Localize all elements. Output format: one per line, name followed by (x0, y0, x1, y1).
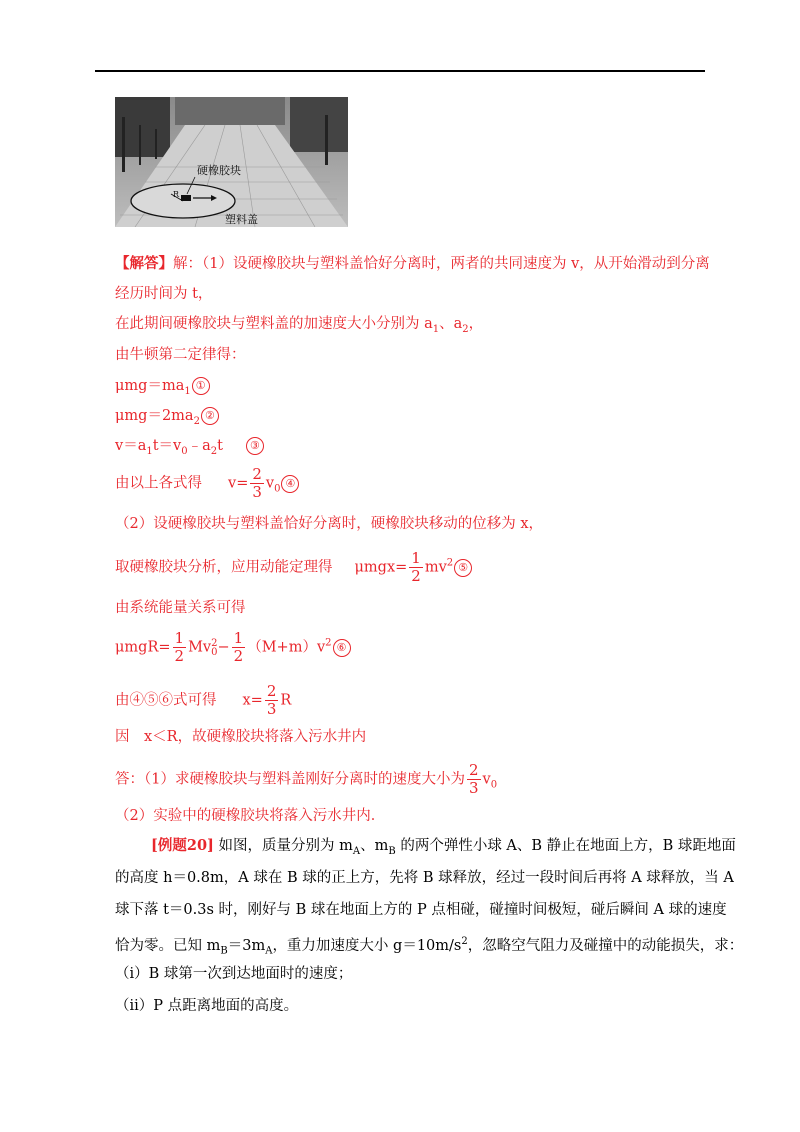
solution-line-3: 在此期间硬橡胶块与塑料盖的加速度大小分别为 $a_1$、$a_2$， (115, 316, 484, 335)
question-i: （i）B 球第一次到达地面时的速度； (115, 966, 353, 982)
question-ii: （ii）P 点距离地面的高度。 (115, 998, 299, 1014)
answer-1: 答：（1）求硬橡胶块与塑料盖刚好分离时的速度大小为 $\frac{2}{3}$ $v_0$ (115, 761, 498, 797)
conclusion-line: 因 x＜R，故硬橡胶块将落入污水井内 (115, 729, 367, 745)
kinetic-energy-eq: 取硬橡胶块分析，应用动能定理得 μmgx= $\frac{1}{2}$ $mv^2$ ⑤ (115, 550, 472, 585)
label-r: R (173, 190, 180, 199)
solution-line-1: 【解答】解：（1）设硬橡胶块与塑料盖恰好分离时，两者的共同速度为 v，从开始滑动到分离 (115, 255, 710, 272)
energy-equation: μmgR= $\frac{1}{2}$ Mv 2 0 − $\frac{1}{2}$ $(M+m)v^2$ ⑥ (115, 630, 351, 665)
example-label: [例题20] (151, 837, 214, 854)
equation-1: $\mu mg=ma_1$ ① (115, 376, 210, 402)
energy-relation-label: 由系统能量关系可得 (115, 600, 246, 616)
label-block: 硬橡胶块 (197, 164, 241, 177)
equation-3: $v=a_1t=v_0﹣a_2t$ ③ (115, 436, 264, 462)
header-rule (95, 70, 705, 72)
label-cover: 塑料盖 (225, 213, 258, 226)
solution-part2: （2）设硬橡胶块与塑料盖恰好分离时，硬橡胶块移动的位移为 x， (115, 516, 544, 532)
experiment-photo (115, 97, 348, 227)
solution-line-4: 由牛顿第二定律得： (115, 347, 246, 363)
result-velocity: 由以上各式得 v= $\frac{2}{3}$ $v_0$ ④ (115, 466, 299, 501)
example-line-3: 球下落 t＝0.3s 时，刚好与 B 球在地面上方的 P 点相碰，碰撞时间极短，碰后瞬间 A 球的速度 (115, 902, 727, 918)
answer-2: （2）实验中的硬橡胶块将落入污水井内． (115, 808, 386, 824)
example-line-1: [例题20] 如图，质量分别为 $m_A$、$m_B$ 的两个弹性小球 A、B 静止在地面上方，B 球距地面 (151, 837, 736, 857)
solution-line-2: 经历时间为 t， (115, 286, 213, 302)
equation-2: $\mu mg=2ma_2$ ② (115, 406, 219, 432)
example-line-2: 的高度 h＝0.8m，A 球在 B 球的正上方，先将 B 球释放，经过一段时间后再将 A 球释放，当 A (115, 870, 734, 886)
example-line-4: 恰为零。已知 $m_B=3m_A$，重力加速度大小 $g=10m/s^2$，忽略空气阻力及碰撞中的动能损失，求： (115, 936, 744, 957)
result-x: 由④⑤⑥式可得 x= $\frac{2}{3}$ R (115, 682, 292, 718)
